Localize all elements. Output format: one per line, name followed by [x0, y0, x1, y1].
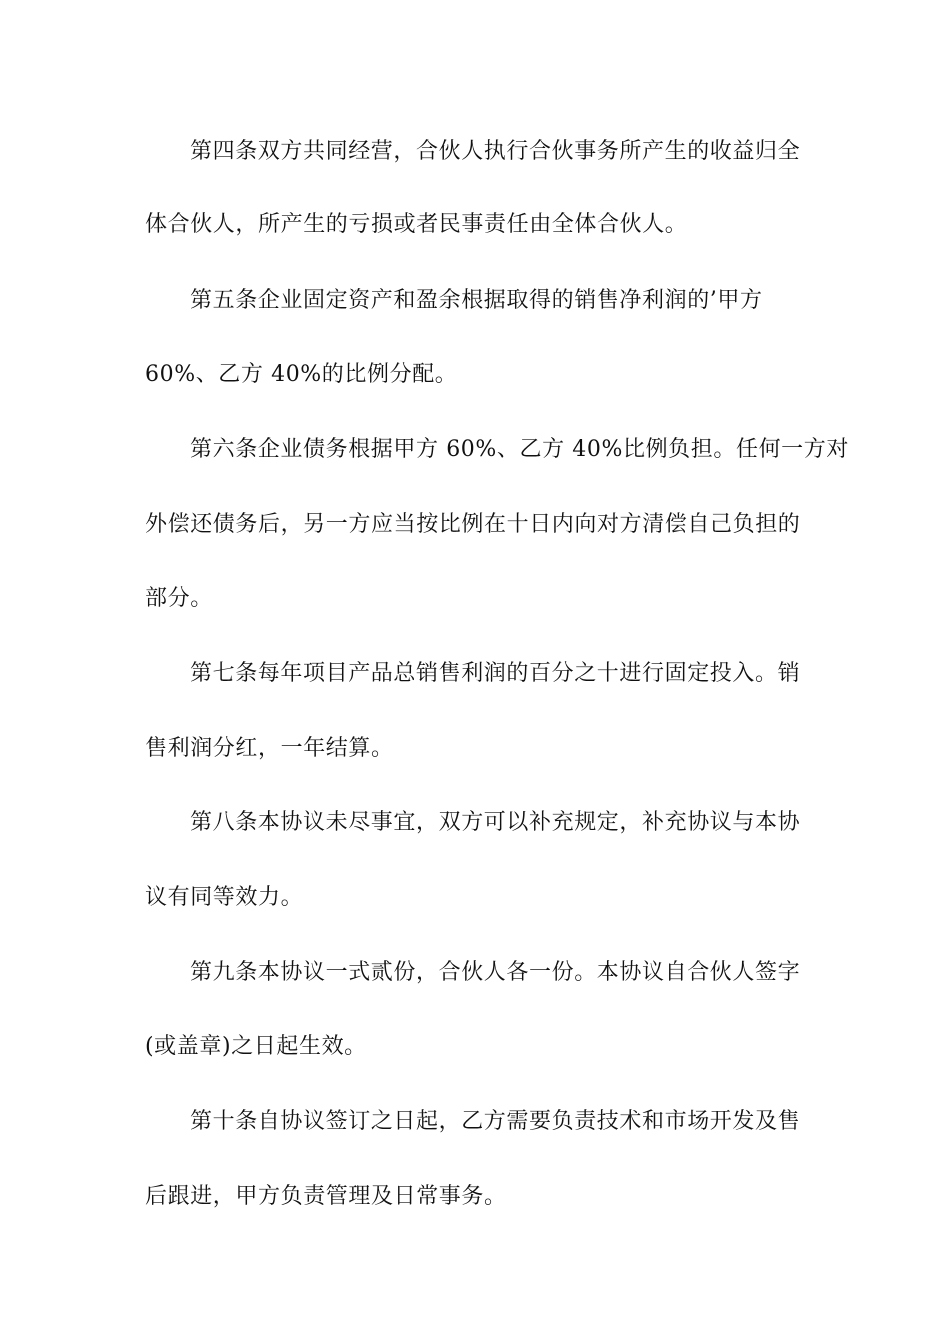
- article-6-line-2: 外偿还债务后，另一方应当按比例在十日内向对方清偿自己负担的: [145, 512, 801, 537]
- article-4-line-2: 体合伙人，所产生的亏损或者民事责任由全体合伙人。: [145, 212, 688, 237]
- article-5-line-2: 60%、乙方 40%的比例分配。: [145, 362, 458, 387]
- article-8-line-1: 第八条本协议未尽事宜，双方可以补充规定，补充协议与本协: [190, 810, 801, 835]
- article-10-line-1: 第十条自协议签订之日起，乙方需要负责技术和市场开发及售: [190, 1109, 801, 1134]
- article-9-line-2: (或盖章)之日起生效。: [145, 1034, 367, 1059]
- article-4-line-1: 第四条双方共同经营，合伙人执行合伙事务所产生的收益归全: [190, 139, 801, 164]
- article-6-line-1: 第六条企业债务根据甲方 60%、乙方 40%比例负担。任何一方对: [190, 437, 849, 462]
- article-7-line-1: 第七条每年项目产品总销售利润的百分之十进行固定投入。销: [190, 661, 801, 686]
- article-9-line-1: 第九条本协议一式贰份，合伙人各一份。本协议自合伙人签字: [190, 960, 801, 985]
- article-7-line-2: 售利润分红，一年结算。: [145, 736, 394, 761]
- article-6-line-3: 部分。: [145, 586, 213, 611]
- article-10-line-2: 后跟进，甲方负责管理及日常事务。: [145, 1184, 507, 1209]
- article-8-line-2: 议有同等效力。: [145, 885, 304, 910]
- article-5-line-1: 第五条企业固定资产和盈余根据取得的销售净利润的’甲方: [190, 288, 763, 313]
